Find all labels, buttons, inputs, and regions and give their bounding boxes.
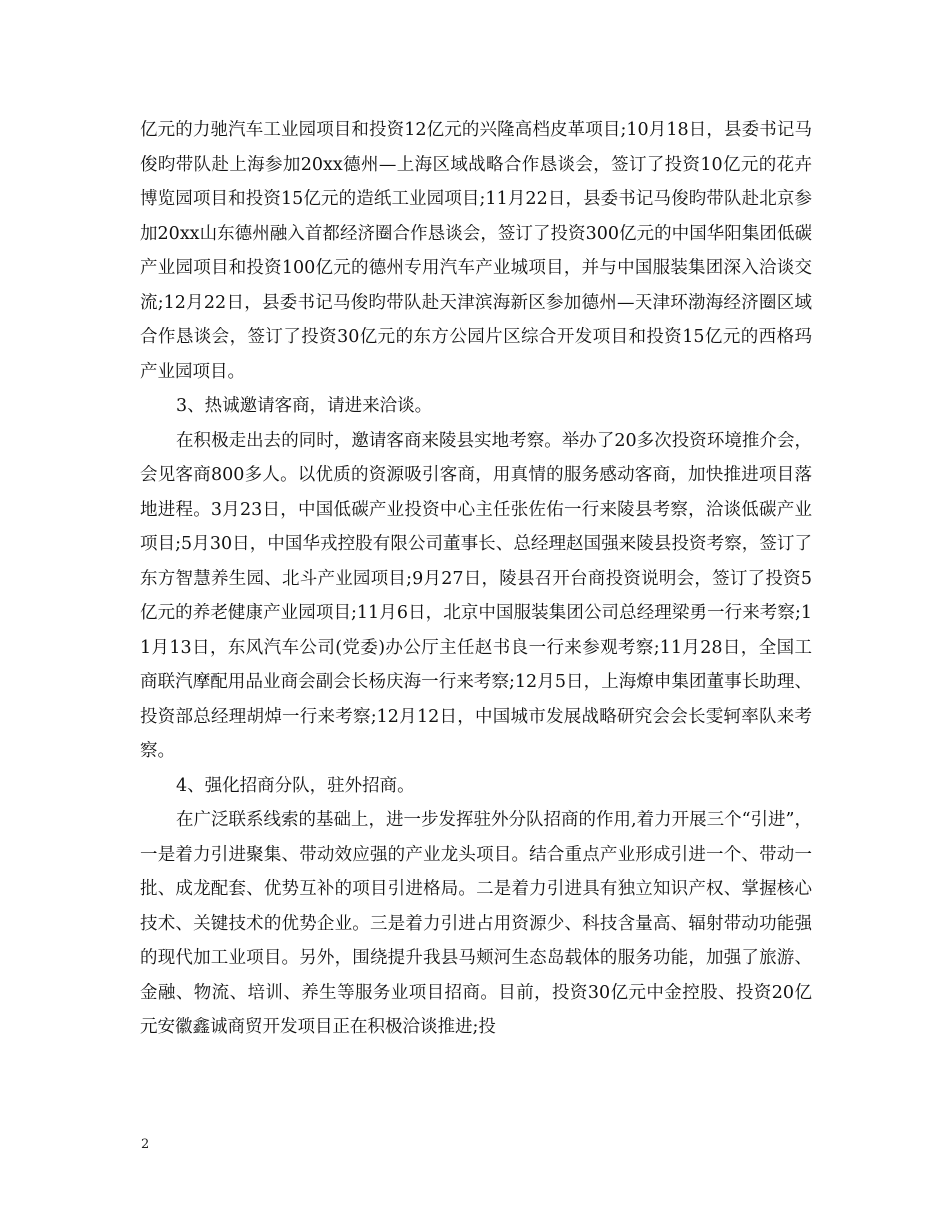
section-heading-4: 4、强化招商分队，驻外招商。 xyxy=(176,775,415,796)
document-body xyxy=(140,113,812,1045)
body-paragraph-1: 亿元的力驰汽车工业园项目和投资12亿元的兴隆高档皮革项目;10月18日，县委书记马俊昀带队赴上海参加20xx德州—上海区域战略合作恳谈会，签订了投资10亿元的花卉博览园项目和投资15亿元的造纸工业园项目;11月22日，县委书记马俊昀带队赴北京参加20xx山东德州融入首都经济圈合作恳谈会，签订了投资300亿元的中国华阳集团低碳产业园项目和投资100亿元的德州专用汽车产业城项目，并与中国服装集团深入洽谈交流;12月22日，县委书记马俊昀带队赴天津滨海新区参加德州—天津环渤海经济圈区域合作恳谈会，签订了投资30亿元的东方公园片区综合开发项目和投资15亿元的西格玛产业园项目。 xyxy=(140,120,812,382)
body-paragraph-2: 在积极走出去的同时，邀请客商来陵县实地考察。举办了20多次投资环境推介会，会见客商800多人。以优质的资源吸引客商，用真情的服务感动客商，加快推进项目落地进程。3月23日，中国低碳产业投资中心主任张佐佑一行来陵县考察，洽谈低碳产业项目;5月30日，中国华戎控股有限公司董事长、总经理赵国强来陵县投资考察，签订了东方智慧养生园、北斗产业园项目;9月27日，陵县召开台商投资说明会，签订了投资5亿元的养老健康产业园项目;11月6日，北京中国服装集团公司总经理梁勇一行来考察;11月13日，东风汽车公司(党委)办公厅主任赵书良一行来参观考察;11月28日，全国工商联汽摩配用品业商会副会长杨庆海一行来考察;12月5日，上海燎申集团董事长助理、投资部总经理胡焯一行来考察;12月12日，中国城市发展战略研究会会长雯轲率队来考察。 xyxy=(140,430,812,761)
section-heading-3: 3、热诚邀请客商，请进来洽谈。 xyxy=(176,396,433,416)
page-number: 2 xyxy=(141,1137,150,1152)
body-paragraph-3: 在广泛联系线索的基础上，进一步发挥驻外分队招商的作用,着力开展三个“引进”，一是着力引进聚集、带动效应强的产业龙头项目。结合重点产业形成引进一个、带动一批、成龙配套、优势互补的项目引进格局。二是着力引进具有独立知识产权、掌握核心技术、关键技术的优势企业。三是着力引进占用资源少、科技含量高、辐射带动功能强的现代加工业项目。另外，围绕提升我县马颊河生态岛载体的服务功能，加强了旅游、金融、物流、培训、养生等服务业项目招商。目前，投资30亿元中金控股、投资20亿元安徽鑫诚商贸开发项目正在积极洽谈推进;投 xyxy=(140,810,812,1037)
